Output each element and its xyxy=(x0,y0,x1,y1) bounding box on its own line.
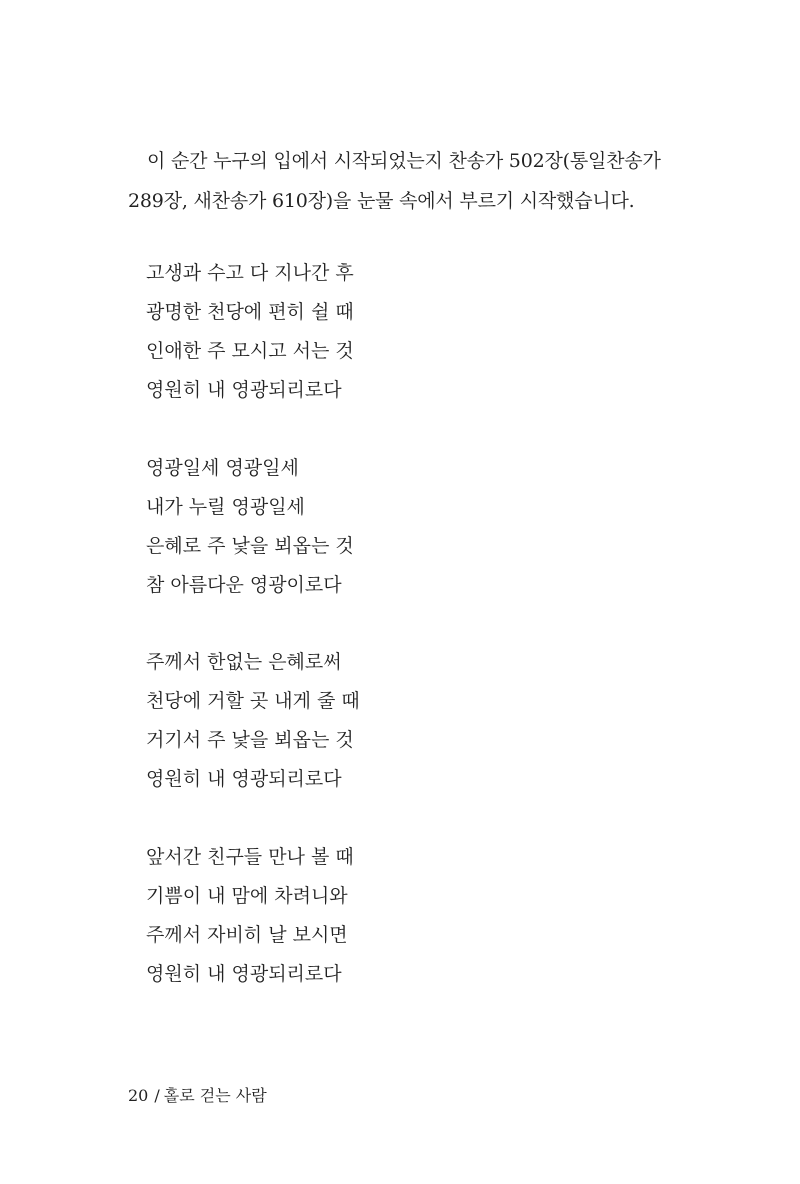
stanza-line: 영원히 내 영광되리로다 xyxy=(146,768,342,790)
stanza-line: 거기서 주 낯을 뵈옵는 것 xyxy=(146,729,354,751)
stanza-line: 참 아름다운 영광이로다 xyxy=(146,574,342,596)
stanza-line: 영원히 내 영광되리로다 xyxy=(146,963,342,985)
stanza-line: 은혜로 주 낯을 뵈옵는 것 xyxy=(146,535,354,557)
stanza-line: 천당에 거할 곳 내게 줄 때 xyxy=(146,690,360,712)
page-number: 20 xyxy=(128,1086,149,1105)
stanza-line: 주께서 한없는 은혜로써 xyxy=(146,651,342,673)
intro-paragraph: 이 순간 누구의 입에서 시작되었는지 찬송가 502장(통일찬송가 289장, 새찬송가 610장)을 눈물 속에서 부르기 시작했습니다. xyxy=(128,150,661,212)
footer-separator: / xyxy=(154,1086,160,1105)
hymn-stanza-4 xyxy=(146,838,566,994)
stanza-line: 고생과 수고 다 지나간 후 xyxy=(146,262,354,284)
intro-section xyxy=(128,141,688,221)
stanza-line: 기쁨이 내 맘에 차려니와 xyxy=(146,885,348,907)
stanza-line: 영원히 내 영광되리로다 xyxy=(146,379,342,401)
stanza-line: 인애한 주 모시고 서는 것 xyxy=(146,340,354,362)
hymn-stanza-3 xyxy=(146,643,566,799)
hymn-stanza-2 xyxy=(146,449,566,605)
hymn-stanza-1 xyxy=(146,254,566,410)
stanza-line: 내가 누릴 영광일세 xyxy=(146,496,305,518)
stanza-line: 주께서 자비히 날 보시면 xyxy=(146,924,348,946)
stanza-line: 광명한 천당에 편히 쉴 때 xyxy=(146,301,354,323)
stanza-line: 영광일세 영광일세 xyxy=(146,457,299,479)
book-title: 홀로 걷는 사람 xyxy=(163,1086,267,1105)
stanza-line: 앞서간 친구들 만나 볼 때 xyxy=(146,846,354,868)
page-footer xyxy=(128,1084,267,1108)
